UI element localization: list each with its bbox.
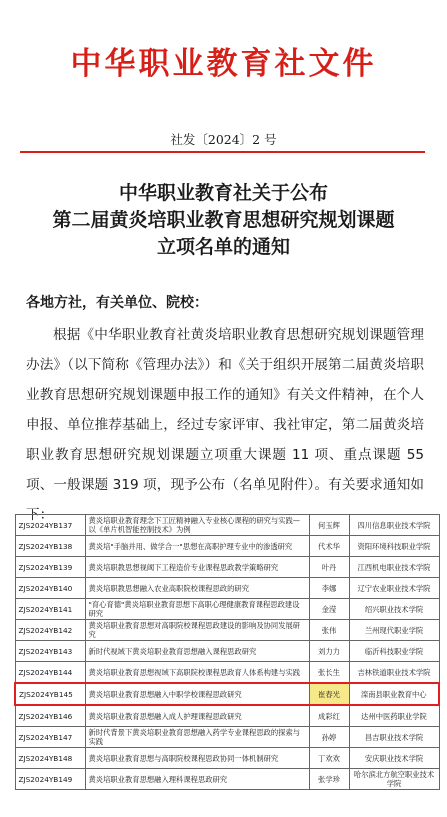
cell-organization: 辽宁农业职业技术学院 [349, 578, 439, 599]
cell-project-title: 黄炎培职教思想融入农业高职院校课程思政的研究 [85, 578, 309, 599]
cell-researcher-name: 叶丹 [309, 557, 349, 578]
cell-organization: 四川信息职业技术学院 [349, 515, 439, 536]
table-row [15, 683, 439, 705]
project-table [14, 514, 440, 790]
table-row [15, 748, 439, 769]
cell-project-title: 黄炎培职教思想视阈下工程造价专业课程思政教学策略研究 [85, 557, 309, 578]
notice-title-line-3: 立项名单的通知 [156, 236, 290, 258]
cell-project-id: ZJS2024YB148 [15, 748, 85, 769]
cell-researcher-name: 丁欢欢 [309, 748, 349, 769]
cell-researcher-name: 张伟 [309, 620, 349, 641]
table-row [15, 662, 439, 684]
table-row [15, 641, 439, 662]
cell-organization: 达州中医药职业学院 [349, 705, 439, 727]
cell-researcher-name: 成彩红 [309, 705, 349, 727]
notice-title [0, 180, 447, 261]
cell-researcher-name: 张学珍 [309, 769, 349, 790]
cell-project-title: 黄炎培"手脑并用、做学合一"思想在高职护理专业中的渗透研究 [85, 536, 309, 557]
cell-project-title: 新时代视域下黄炎培职业教育思想融入课程思政研究 [85, 641, 309, 662]
table-row [15, 620, 439, 641]
table-row [15, 769, 439, 790]
cell-organization: 安庆职业技术学院 [349, 748, 439, 769]
cell-project-id: ZJS2024YB147 [15, 727, 85, 748]
cell-project-title: 黄炎培职业教育思想融入理科课程思政研究 [85, 769, 309, 790]
cell-researcher-name: 李娜 [309, 578, 349, 599]
cell-project-id: ZJS2024YB137 [15, 515, 85, 536]
cell-project-title: 黄炎培职业教育理念下工匠精神融入专业核心课程的研究与实践—以《单片机智能控制技术》为例 [85, 515, 309, 536]
cell-project-id: ZJS2024YB139 [15, 557, 85, 578]
cell-project-id: ZJS2024YB142 [15, 620, 85, 641]
cell-project-id: ZJS2024YB143 [15, 641, 85, 662]
table-row [15, 557, 439, 578]
table-row [15, 705, 439, 727]
cell-researcher-name: 代术华 [309, 536, 349, 557]
cell-researcher-name: 孙婷 [309, 727, 349, 748]
cell-researcher-name: 何玉辉 [309, 515, 349, 536]
cell-project-id: ZJS2024YB140 [15, 578, 85, 599]
cell-researcher-name: 金滢 [309, 599, 349, 620]
cell-project-title: 黄炎培职业教育思想融入成人护理课程思政研究 [85, 705, 309, 727]
notice-title-line-2: 第二届黄炎培职业教育思想研究规划课题 [52, 209, 395, 231]
cell-project-title: 黄炎培职业教育思想视域下高职院校课程思政育人体系构建与实践 [85, 662, 309, 684]
cell-project-title: 新时代背景下黄炎培职业教育思想融入药学专业课程思政的探索与实践 [85, 727, 309, 748]
table-row [15, 578, 439, 599]
cell-organization: 滦南县职业教育中心 [349, 683, 439, 705]
project-table-body [15, 515, 439, 790]
cell-organization: 兰州现代职业学院 [349, 620, 439, 641]
cell-organization: 临沂科技职业学院 [349, 641, 439, 662]
cell-organization: 吉林铁道职业技术学院 [349, 662, 439, 684]
cell-researcher-name: 崔春光 [309, 683, 349, 705]
cell-researcher-name: 刘力力 [309, 641, 349, 662]
cell-project-id: ZJS2024YB145 [15, 683, 85, 705]
cell-organization: 江西机电职业技术学院 [349, 557, 439, 578]
body-paragraph: 根据《中华职业教育社黄炎培职业教育思想研究规划课题管理办法》（以下简称《管理办法》）和《关于组织开展第二届黄炎培职业教育思想研究规划课题申报工作的通知》有关文件精神，在个人申报、单位推荐基础上，经过专家评审、我社审定，第二届黄炎培职业教育思想研究规划课题立项重大课题 11 项、重点课题 55 项、一般课题 319 项，现予公布（名单见附件）。有关要求通知如下： [26, 327, 424, 523]
document-number: 社发〔2024〕2 号 [170, 132, 277, 147]
cell-project-title: "育心育德"黄炎培职业教育思想下高职心理健康教育课程思政建设研究 [85, 599, 309, 620]
cell-project-title: 黄炎培职业教育思想融入中职学校课程思政研究 [85, 683, 309, 705]
table-row [15, 536, 439, 557]
table-row [15, 515, 439, 536]
cell-project-id: ZJS2024YB138 [15, 536, 85, 557]
cell-organization: 昌吉职业技术学院 [349, 727, 439, 748]
cell-project-id: ZJS2024YB149 [15, 769, 85, 790]
cell-researcher-name: 张长生 [309, 662, 349, 684]
cell-project-title: 黄炎培职业教育思想对高职院校课程思政建设的影响及协同发展研究 [85, 620, 309, 641]
cell-project-id: ZJS2024YB144 [15, 662, 85, 684]
table-row [15, 599, 439, 620]
salutation: 各地方社，有关单位、院校： [26, 295, 208, 311]
cell-project-title: 黄炎培职业教育思想与高职院校课程思政协同一体机制研究 [85, 748, 309, 769]
document-header-title: 中华职业教育社文件 [70, 46, 377, 82]
cell-organization: 哈尔滨北方航空职业技术学院 [349, 769, 439, 790]
cell-organization: 资阳环境科技职业学院 [349, 536, 439, 557]
table-row [15, 727, 439, 748]
cell-project-id: ZJS2024YB146 [15, 705, 85, 727]
notice-title-line-1: 中华职业教育社关于公布 [118, 182, 328, 204]
red-divider [20, 151, 425, 153]
cell-organization: 绍兴职业技术学院 [349, 599, 439, 620]
cell-project-id: ZJS2024YB141 [15, 599, 85, 620]
